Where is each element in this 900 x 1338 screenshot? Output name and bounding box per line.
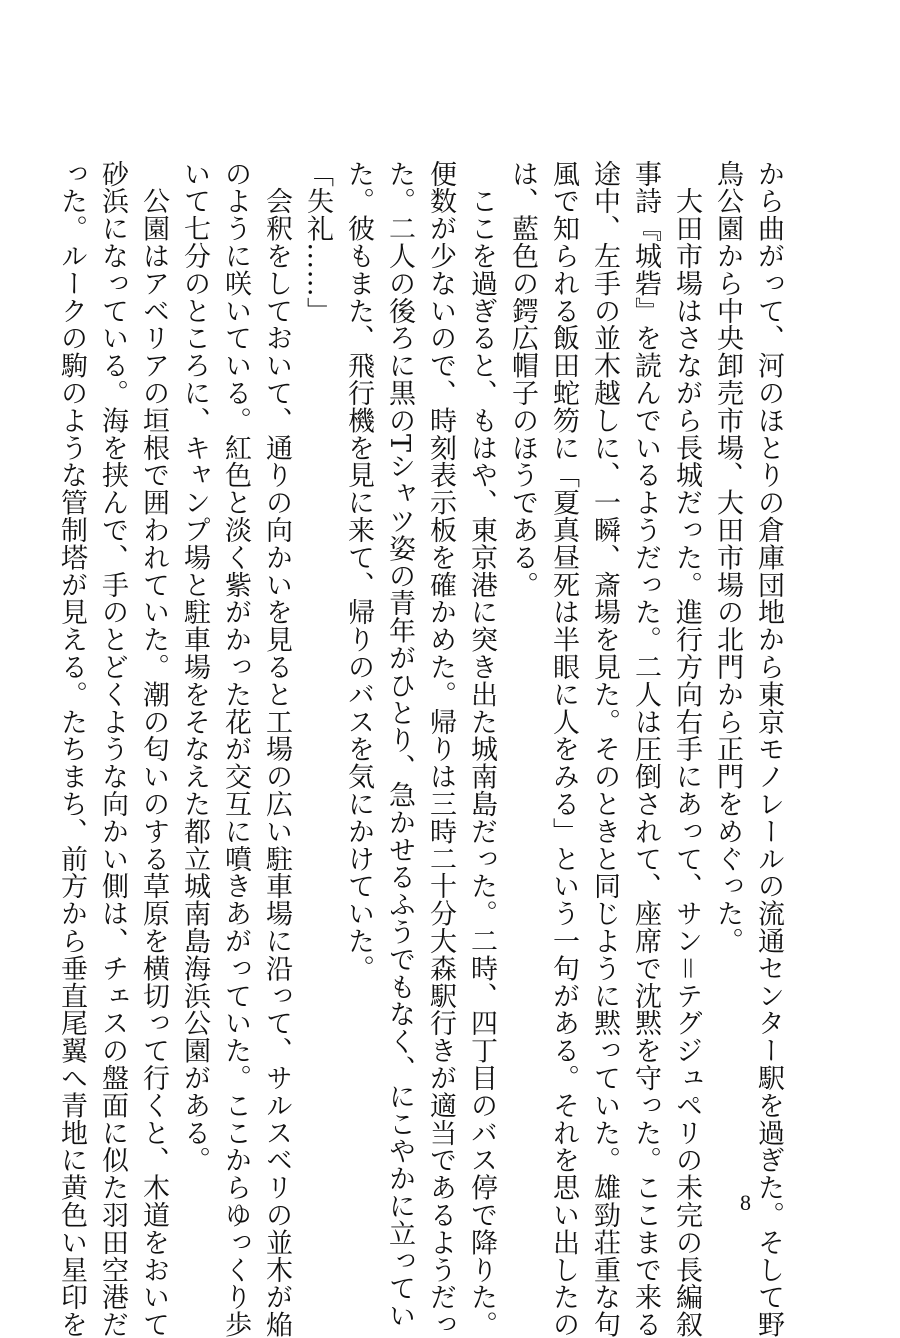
text-line-9: 便数が少ないので、時刻表示板を確かめた。帰りは三時二十分大森駅行きが適当であるようだっ — [425, 160, 456, 1338]
text-line-15: いて七分のところに、キャンプ場と駐車場をそなえた都立城南島海浜公園がある。 — [179, 160, 210, 1174]
text-line-18: った。ルークの駒のような管制塔が見える。たちまち、前方から垂直尾翼へ青地に黄色い星印を — [56, 160, 87, 1338]
text-line-13: 会釈をしておいて、通りの向かいを見ると工場の広い駐車場に沿って、サルスベリの並木が焔 — [261, 160, 292, 1338]
text-line-14: のように咲いている。紅色と淡く紫がかった花が交互に噴きあがっていた。ここからゆっくり歩 — [220, 160, 251, 1338]
text-line-6: 風で知られる飯田蛇笏に「夏真昼死は半眼に人をみる」という一句がある。それを思い出したの — [548, 160, 579, 1338]
text-line-10: た。二人の後ろに黒のTシャツ姿の青年がひとり、急かせるふうでもなく、にこやかに立ってい — [384, 160, 415, 1330]
text-line-4: 事詩『城砦』を読んでいるようだった。二人は圧倒されて、座席で沈黙を守った。ここまで来る — [630, 160, 661, 1338]
text-line-11: た。彼もまた、飛行機を見に来て、帰りのバスを気にかけていた。 — [343, 160, 374, 982]
text-line-17: 砂浜になっている。海を挟んで、手のとどくような向かい側は、チェスの盤面に似た羽田空港だ — [97, 160, 128, 1338]
text-line-1: から曲がって、河のほとりの倉庫団地から東京モノレールの流通センター駅を過ぎた。そして野 — [753, 160, 784, 1338]
text-line-7: は、藍色の鍔広帽子のほうである。 — [507, 160, 538, 599]
text-line-16: 公園はアベリアの垣根で囲われていた。潮の匂いのする草原を横切って行くと、木道をおいて — [138, 160, 169, 1338]
text-line-2: 鳥公園から中央卸売市場、大田市場の北門から正門をめぐった。 — [712, 160, 743, 955]
text-line-3: 大田市場はさながら長城だった。進行方向右手にあって、サン＝テグジュペリの未完の長編叙 — [671, 160, 702, 1338]
text-line-12: 「失礼……」 — [302, 160, 333, 325]
vertical-text-block — [56, 160, 788, 1338]
page-number: 8 — [740, 1190, 751, 1215]
text-line-8: ここを過ぎると、もはや、東京港に突き出た城南島だった。二時、四丁目のバス停で降りた。 — [466, 160, 497, 1338]
text-line-5: 途中、左手の並木越しに、一瞬、斎場を見た。そのときと同じように黙っていた。雄勁荘重な句 — [589, 160, 620, 1338]
